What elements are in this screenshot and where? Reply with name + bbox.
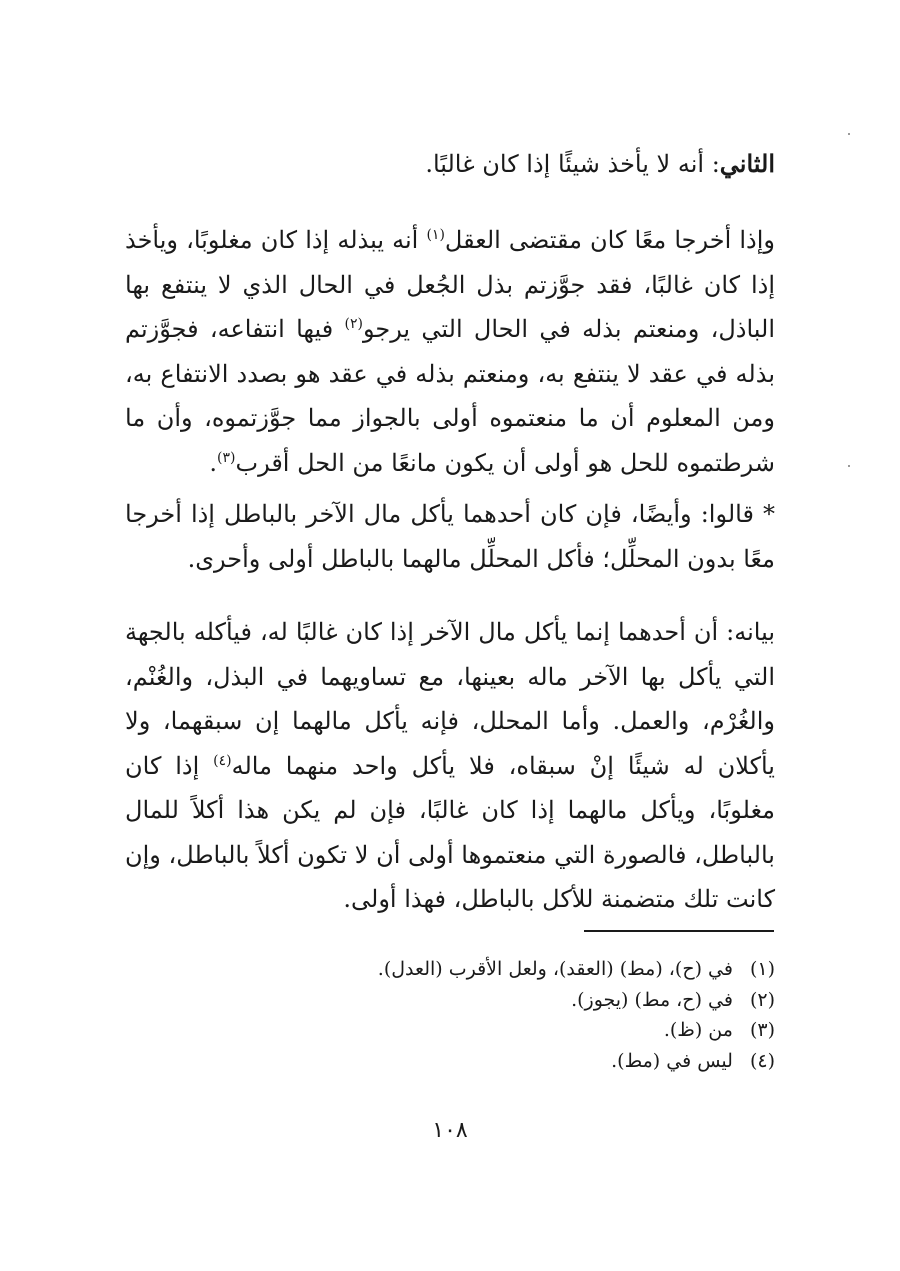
paragraph-4 [125,610,775,922]
footnote-ref-2[interactable]: (٢) [344,316,363,332]
footnote-ref-3[interactable]: (٣) [217,449,236,466]
footnote-number: (١) [749,958,775,980]
paragraph-text-part: أنه يبذله إذا كان مغلوبًا، ويأخذ إذا كان غالبًا، فقد جوَّزتم بذل الجُعل في الحال الذي لا ينتفع بها الباذل، ومنعتم بذله في الحال التي يرجو [125,226,775,343]
footnote-item [160,1046,775,1077]
paragraph-lead: الثاني [719,149,775,178]
paragraph-text-part: إذا كان مغلوبًا، ويأكل مالهما إذا كان غالبًا، فإن لم يكن هذا أكلاً للمال بالباطل، فالصورة التي منعتموها أولى أن لا تكون أكلاً بالباطل، وإن كانت تلك متضمنة للأكل بالباطل، فهذا أولى. [125,751,775,913]
footnote-number: (٣) [749,1019,775,1041]
footnote-item [160,954,775,985]
page-number: ١٠٨ [432,1118,468,1143]
paragraph-3 [125,492,775,581]
paragraph-1 [125,142,775,187]
footnote-text: من (ظ). [663,1019,733,1041]
footnote-ref-1[interactable]: (١) [426,227,445,243]
paragraph-text-part: فيها انتفاعه، فجوَّزتم بذله في عقد لا ينتفع به، ومنعتم بذله في عقد هو بصدد الانتفاع به، ومن المعلوم أن ما منعتموه أولى بالجواز مما جوَّزتموه، وأن ما شرطتموه للحل هو أولى أن يكون مانعًا من الحل أقرب [125,315,775,477]
footnote-number: (٤) [749,1049,775,1072]
footnote-separator [584,930,774,932]
footnote-item [160,985,775,1016]
scan-speck [848,133,850,135]
scan-speck [848,465,850,467]
footnote-ref-4[interactable]: (٤) [213,752,232,769]
paragraph-text-part: بيانه: أن أحدهما إنما يأكل مال الآخر إذا كان غالبًا له، فيأكله بالجهة التي يأكل بها الآخر ماله بعينها، مع تساويهما في البذل، والغُنْم، والغُرْم، والعمل. وأما المحلل، فإنه يأكل مالهما إن سبقهما، ولا يأكلان له شيئًا إنْ سبقاه، فلا يأكل واحد منهما ماله [125,618,775,780]
paragraph-text-part: . [209,448,218,477]
footnote-text: ليس في (مط). [611,1049,733,1072]
paragraph-text: * قالوا: وأيضًا، فإن كان أحدهما يأكل مال الآخر بالباطل إذا أخرجا معًا بدون المحلِّل؛ فأكل المحلِّل مالهما بالباطل أولى وأحرى. [125,500,775,573]
footnote-number: (٢) [749,988,775,1011]
paragraph-text: : أنه لا يأخذ شيئًا إذا كان غالبًا. [425,150,720,178]
paragraph-text-part: وإذا أخرجا معًا كان مقتضى العقل [444,226,775,254]
footnote-text: في (ح)، (مط) (العقد)، ولعل الأقرب (العدل). [377,958,733,980]
footnotes-list [160,954,775,1076]
footnote-text: في (ح، مط) (يجوز). [571,988,733,1011]
paragraph-2 [125,218,775,485]
footnote-item [160,1015,775,1046]
